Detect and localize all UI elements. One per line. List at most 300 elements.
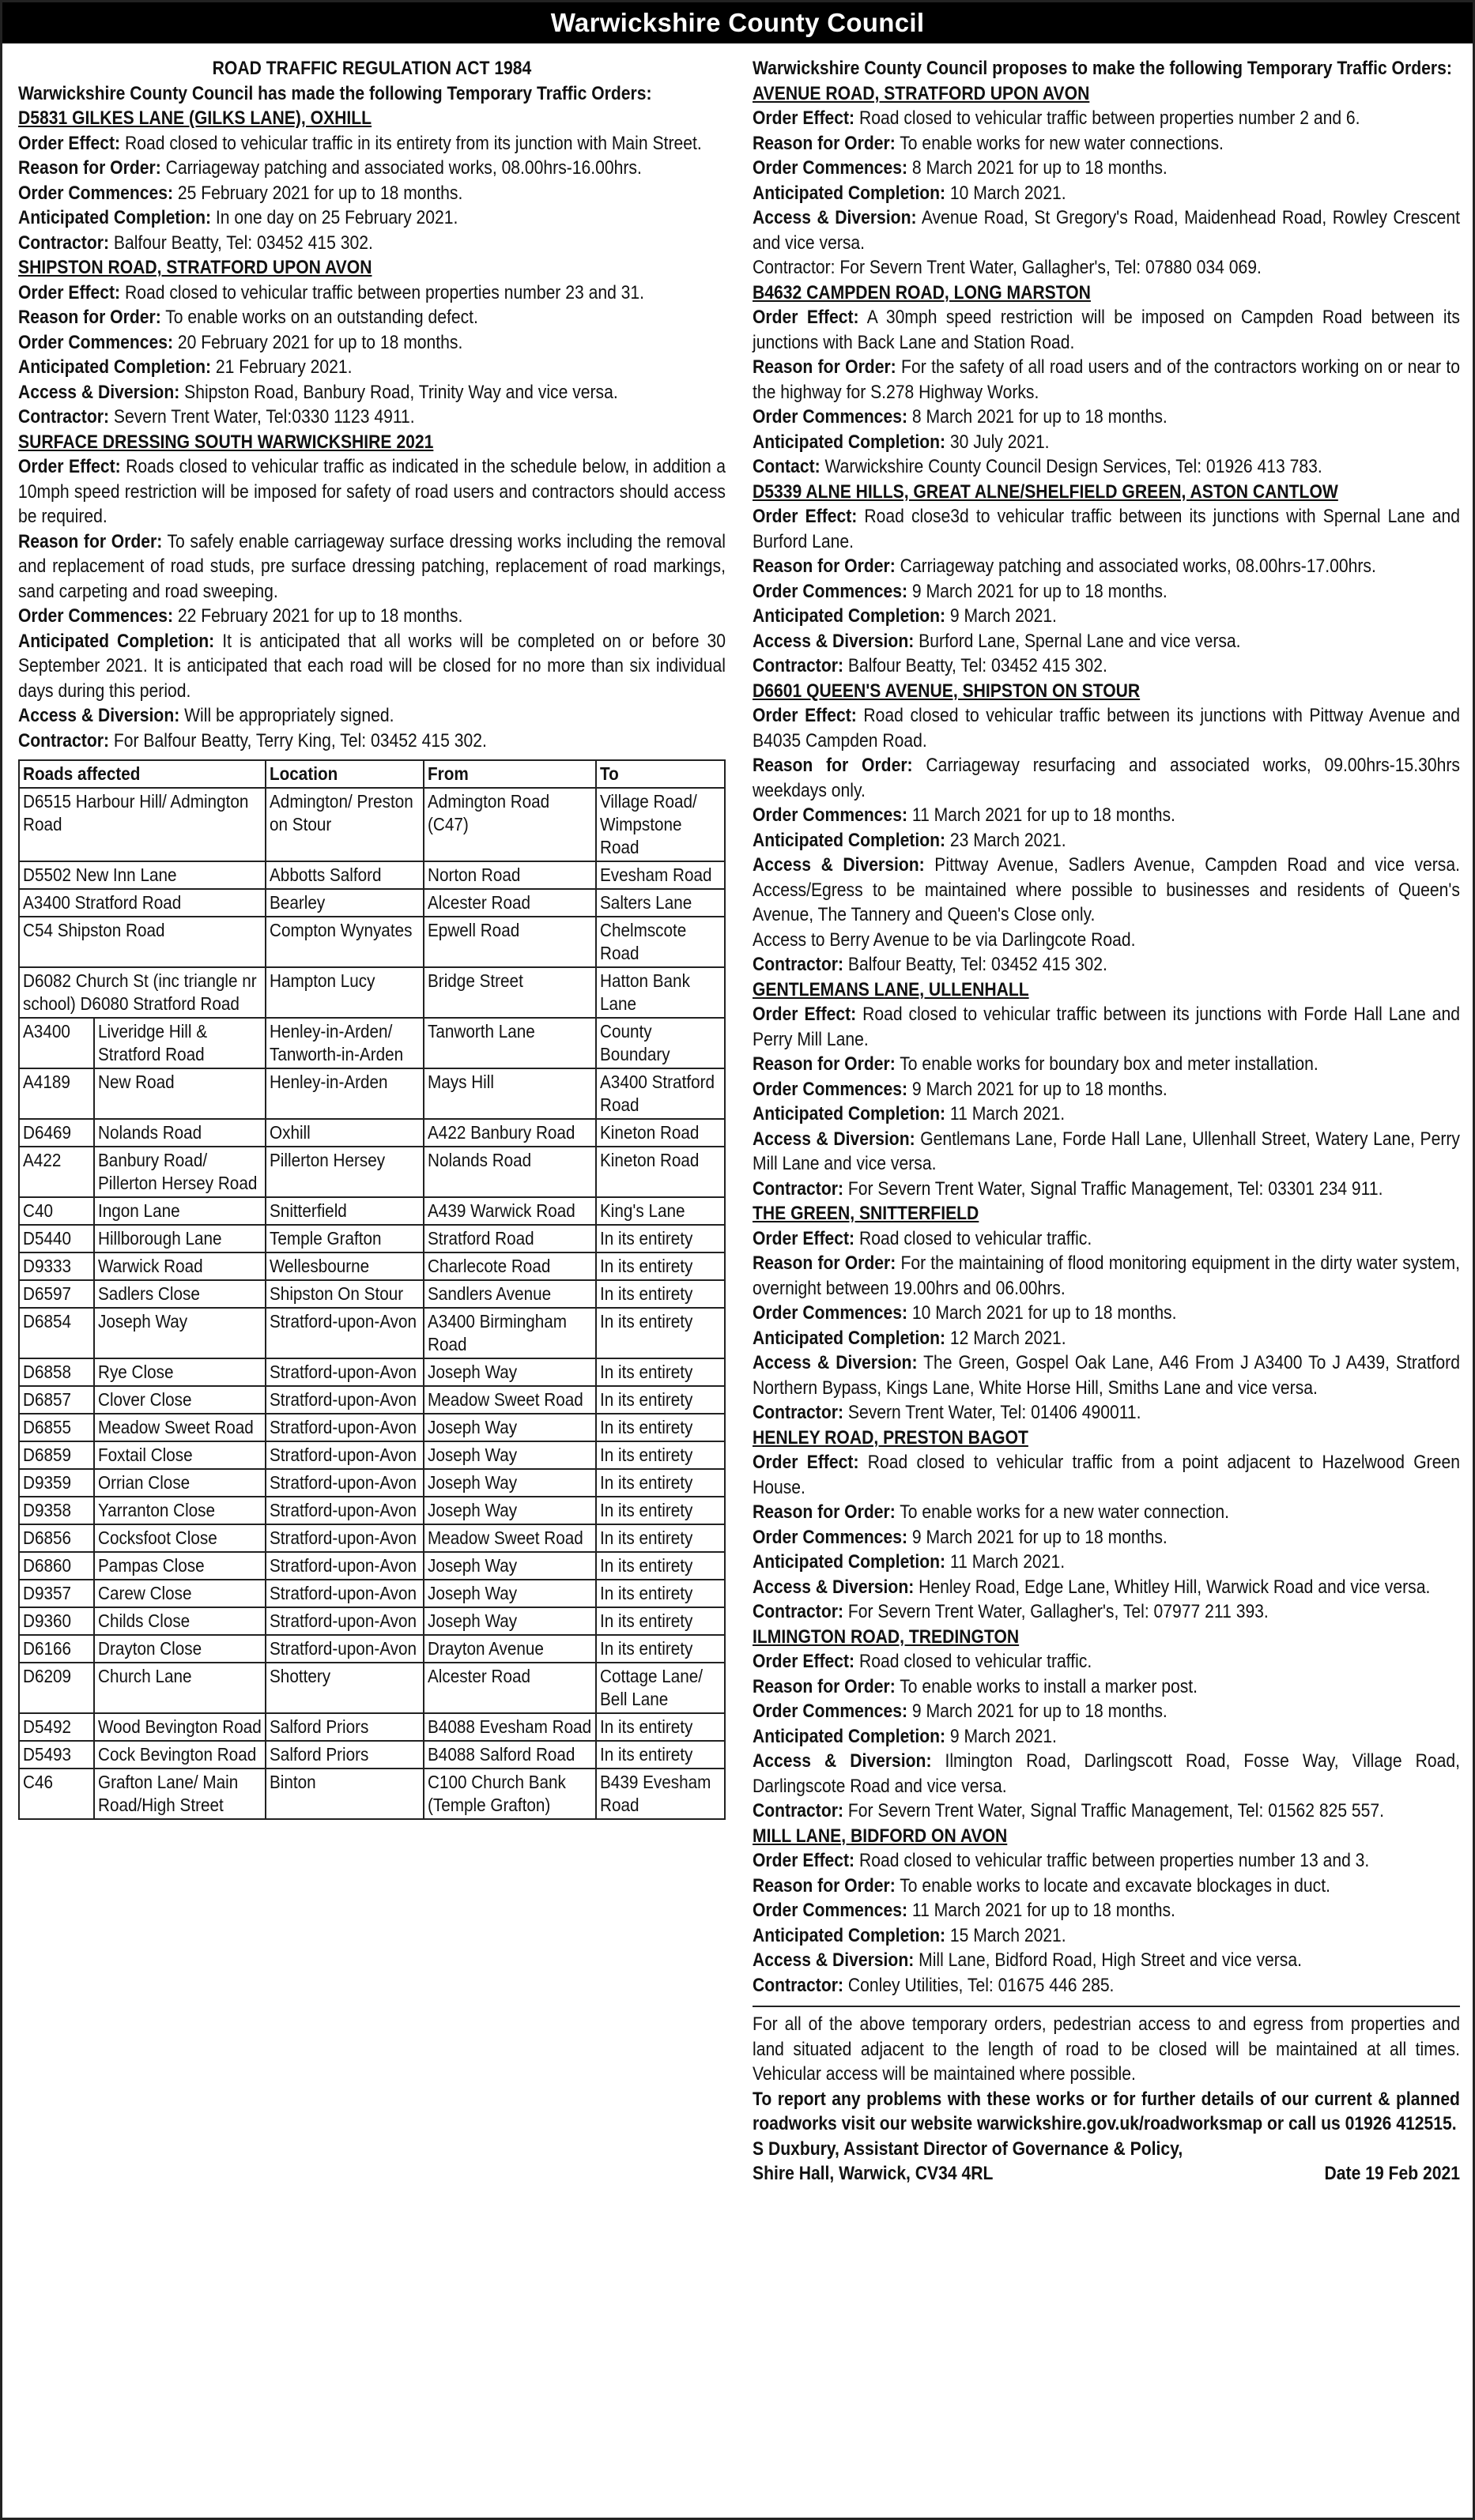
field-text: 23 March 2021. bbox=[945, 829, 1066, 851]
table-row bbox=[19, 1663, 725, 1713]
field-label: Anticipated Completion: bbox=[753, 1327, 946, 1349]
field-text: 11 March 2021 for up to 18 months. bbox=[907, 1900, 1175, 1921]
location-cell: Stratford-upon-Avon bbox=[266, 1552, 424, 1580]
field-text: 10 March 2021 for up to 18 months. bbox=[907, 1302, 1177, 1324]
field-text: Road close3d to vehicular traffic between its junctions with Spernal Lane and Burford Lane. bbox=[753, 506, 1460, 552]
right-column bbox=[753, 56, 1460, 2187]
left-sections bbox=[18, 106, 726, 753]
left-intro: Warwickshire County Council has made the following Temporary Traffic Orders: bbox=[18, 82, 652, 104]
field-label: Contractor: bbox=[753, 1601, 843, 1622]
location-cell: Stratford-upon-Avon bbox=[266, 1358, 424, 1386]
notice-heading: D6601 QUEEN'S AVENUE, SHIPSTON ON STOUR bbox=[753, 680, 1141, 702]
field-text: In one day on 25 February 2021. bbox=[211, 207, 458, 228]
notice-field bbox=[753, 629, 1460, 654]
notice-field bbox=[18, 604, 726, 629]
road-name-cell: Rye Close bbox=[94, 1358, 266, 1386]
field-text: 11 March 2021. bbox=[945, 1103, 1066, 1124]
road-name-cell: Nolands Road bbox=[94, 1119, 266, 1147]
field-text: Roads closed to vehicular traffic as indicated in the schedule below, in addition a 10mph speed restriction will be imposed for safety of road users and contractors should access be required. bbox=[18, 456, 726, 527]
field-label: Reason for Order: bbox=[18, 307, 161, 328]
access-note: For all of the above temporary orders, pedestrian access to and egress from properties and land situated adjacent to the length of road to be closed will be maintained at all times. Vehicular access will be maintained where possible. bbox=[753, 2013, 1460, 2085]
from-cell: A439 Warwick Road bbox=[424, 1197, 596, 1225]
notice-heading: ILMINGTON ROAD, TREDINGTON bbox=[753, 1625, 1020, 1648]
field-text: 8 March 2021 for up to 18 months. bbox=[907, 406, 1168, 428]
table-row bbox=[19, 1524, 725, 1552]
notice-field bbox=[18, 181, 726, 206]
table-row bbox=[19, 1018, 725, 1068]
location-cell: Temple Grafton bbox=[266, 1225, 424, 1252]
field-label: Anticipated Completion: bbox=[753, 431, 946, 453]
table-row bbox=[19, 1386, 725, 1414]
field-text: Pittway Avenue, Sadlers Avenue, Campden Road and vice versa. Access/Egress to be maintained where possible to businesses and residents of Queen's Avenue, The Tannery and Queen's Close only. bbox=[753, 854, 1460, 925]
road-code-cell: D9333 bbox=[19, 1252, 94, 1280]
notice-field bbox=[18, 380, 726, 405]
road-code-cell: D6857 bbox=[19, 1386, 94, 1414]
from-cell: Sandlers Avenue bbox=[424, 1280, 596, 1308]
field-text: Carriageway patching and associated works, 08.00hrs-17.00hrs. bbox=[895, 556, 1376, 577]
field-label: Reason for Order: bbox=[753, 1874, 896, 1897]
field-label: Anticipated Completion: bbox=[753, 1725, 946, 1747]
table-row bbox=[19, 1741, 725, 1769]
field-text: Burford Lane, Spernal Lane and vice versa. bbox=[914, 630, 1241, 652]
notice-heading: AVENUE ROAD, STRATFORD UPON AVON bbox=[753, 82, 1090, 104]
road-name-cell: Grafton Lane/ Main Road/High Street bbox=[94, 1769, 266, 1819]
to-cell: In its entirety bbox=[596, 1524, 725, 1552]
to-cell: In its entirety bbox=[596, 1252, 725, 1280]
notice-field bbox=[753, 1525, 1460, 1550]
notice-field bbox=[18, 629, 726, 704]
notice-field bbox=[753, 1226, 1460, 1252]
header-from: From bbox=[424, 760, 596, 788]
to-cell: In its entirety bbox=[596, 1386, 725, 1414]
roads-table-body bbox=[19, 788, 725, 1819]
road-code-cell: D6858 bbox=[19, 1358, 94, 1386]
field-label: Reason for Order: bbox=[753, 755, 913, 776]
road-name-cell: Banbury Road/ Pillerton Hersey Road bbox=[94, 1147, 266, 1197]
right-intro: Warwickshire County Council proposes to make the following Temporary Traffic Orders: bbox=[753, 58, 1452, 79]
notice-field bbox=[753, 1251, 1460, 1301]
field-label: Contractor: bbox=[753, 1177, 843, 1200]
location-cell: Stratford-upon-Avon bbox=[266, 1635, 424, 1663]
field-label: Anticipated Completion: bbox=[18, 356, 212, 378]
field-label: Contractor: bbox=[753, 655, 843, 676]
to-cell: In its entirety bbox=[596, 1441, 725, 1469]
notice-field bbox=[753, 1575, 1460, 1600]
notice-field bbox=[753, 1923, 1460, 1949]
field-text: To enable works on an outstanding defect. bbox=[160, 307, 478, 328]
field-text: 10 March 2021. bbox=[945, 182, 1066, 204]
location-cell: Stratford-upon-Avon bbox=[266, 1580, 424, 1607]
notice-field bbox=[18, 454, 726, 529]
roads-table bbox=[18, 759, 726, 1820]
location-cell: Abbotts Salford bbox=[266, 861, 424, 889]
to-cell: In its entirety bbox=[596, 1280, 725, 1308]
field-label: Order Commences: bbox=[753, 157, 908, 179]
field-text: Severn Trent Water, Tel:0330 1123 4911. bbox=[108, 406, 415, 428]
road-name-cell: Sadlers Close bbox=[94, 1280, 266, 1308]
field-label: Anticipated Completion: bbox=[753, 1103, 946, 1124]
from-cell: B4088 Salford Road bbox=[424, 1741, 596, 1769]
from-cell: B4088 Evesham Road bbox=[424, 1713, 596, 1741]
from-cell: Alcester Road bbox=[424, 889, 596, 917]
from-cell: Norton Road bbox=[424, 861, 596, 889]
location-cell: Stratford-upon-Avon bbox=[266, 1441, 424, 1469]
from-cell: Tanworth Lane bbox=[424, 1018, 596, 1068]
footer-divider bbox=[753, 2006, 1460, 2007]
road-name-cell: C54 Shipston Road bbox=[19, 917, 266, 967]
field-text: 15 March 2021. bbox=[945, 1924, 1066, 1946]
field-label: Access & Diversion: bbox=[753, 1576, 915, 1598]
from-cell: A3400 Birmingham Road bbox=[424, 1308, 596, 1358]
notice-field bbox=[753, 1898, 1460, 1923]
location-cell: Stratford-upon-Avon bbox=[266, 1497, 424, 1524]
notice-heading: GENTLEMANS LANE, ULLENHALL bbox=[753, 978, 1029, 1000]
road-code-cell: C40 bbox=[19, 1197, 94, 1225]
road-code-cell: C46 bbox=[19, 1769, 94, 1819]
notice-field bbox=[18, 529, 726, 605]
field-label: Order Commences: bbox=[753, 804, 908, 826]
to-cell: In its entirety bbox=[596, 1741, 725, 1769]
from-cell: Joseph Way bbox=[424, 1580, 596, 1607]
table-row bbox=[19, 1308, 725, 1358]
field-label: Order Commences: bbox=[753, 406, 908, 428]
to-cell: County Boundary bbox=[596, 1018, 725, 1068]
road-name-cell: Liveridge Hill & Stratford Road bbox=[94, 1018, 266, 1068]
field-label: Access & Diversion: bbox=[753, 1750, 932, 1772]
road-code-cell: D5493 bbox=[19, 1741, 94, 1769]
from-cell: Stratford Road bbox=[424, 1225, 596, 1252]
left-column bbox=[18, 56, 726, 2187]
field-label: Order Commences: bbox=[753, 1701, 908, 1722]
field-text: Access to Berry Avenue to be via Darlingcote Road. bbox=[753, 929, 1136, 951]
notice-field bbox=[753, 181, 1460, 206]
field-label: Anticipated Completion: bbox=[753, 182, 946, 204]
road-name-cell: D5502 New Inn Lane bbox=[19, 861, 266, 889]
notice-field bbox=[753, 1400, 1460, 1426]
field-label: Contractor: bbox=[18, 729, 109, 751]
field-text: Contractor: For Severn Trent Water, Gallagher's, Tel: 07880 034 069. bbox=[753, 257, 1262, 278]
notice-field bbox=[753, 1177, 1460, 1202]
field-label: Access & Diversion: bbox=[753, 1128, 915, 1150]
field-label: Order Effect: bbox=[18, 281, 121, 303]
right-sections bbox=[753, 81, 1460, 1998]
table-row bbox=[19, 1252, 725, 1280]
field-label: Order Commences: bbox=[18, 331, 174, 353]
field-label: Order Effect: bbox=[753, 1651, 855, 1672]
notice-field bbox=[753, 604, 1460, 629]
notice-heading: MILL LANE, BIDFORD ON AVON bbox=[753, 1825, 1008, 1847]
field-text: 9 March 2021 for up to 18 months. bbox=[907, 1078, 1168, 1100]
from-cell: Meadow Sweet Road bbox=[424, 1386, 596, 1414]
table-row bbox=[19, 1225, 725, 1252]
notice-heading: HENLEY ROAD, PRESTON BAGOT bbox=[753, 1426, 1028, 1448]
notice-field bbox=[18, 205, 726, 231]
field-label: Contractor: bbox=[753, 954, 843, 975]
to-cell: In its entirety bbox=[596, 1607, 725, 1635]
location-cell: Stratford-upon-Avon bbox=[266, 1386, 424, 1414]
notice-heading: THE GREEN, SNITTERFIELD bbox=[753, 1203, 979, 1224]
to-cell: In its entirety bbox=[596, 1225, 725, 1252]
notice-date: Date 19 Feb 2021 bbox=[1324, 2163, 1460, 2184]
field-text: Road closed to vehicular traffic between its junctions with Forde Hall Lane and Perry Mill Lane. bbox=[753, 1004, 1460, 1050]
field-text: 11 March 2021. bbox=[945, 1551, 1066, 1573]
field-label: Reason for Order: bbox=[753, 1053, 896, 1075]
field-text: For Balfour Beatty, Terry King, Tel: 03452 415 302. bbox=[108, 729, 487, 751]
address-row bbox=[753, 2161, 1460, 2187]
road-code-cell: D6209 bbox=[19, 1663, 94, 1713]
field-label: Access & Diversion: bbox=[753, 207, 917, 228]
notice-field bbox=[753, 1874, 1460, 1899]
table-row bbox=[19, 1414, 725, 1441]
field-label: Contractor: bbox=[18, 406, 109, 428]
table-header-row bbox=[19, 760, 725, 788]
notice-field bbox=[753, 1699, 1460, 1724]
notice-field bbox=[753, 405, 1460, 430]
notice-heading: D5831 GILKES LANE (GILKS LANE), OXHILL bbox=[18, 107, 372, 129]
field-text: 8 March 2021 for up to 18 months. bbox=[907, 157, 1168, 179]
from-cell: Joseph Way bbox=[424, 1607, 596, 1635]
notice-field bbox=[18, 281, 726, 306]
road-code-cell: A422 bbox=[19, 1147, 94, 1197]
from-cell: Alcester Road bbox=[424, 1663, 596, 1713]
notice-heading: SHIPSTON ROAD, STRATFORD UPON AVON bbox=[18, 257, 372, 278]
to-cell: In its entirety bbox=[596, 1414, 725, 1441]
notice-field bbox=[753, 106, 1460, 131]
field-label: Reason for Order: bbox=[753, 1675, 896, 1697]
road-name-cell: Cocksfoot Close bbox=[94, 1524, 266, 1552]
field-label: Order Effect: bbox=[753, 1227, 855, 1249]
road-name-cell: Wood Bevington Road bbox=[94, 1713, 266, 1741]
notice-field bbox=[753, 753, 1460, 803]
notice-field bbox=[753, 952, 1460, 977]
from-cell: A422 Banbury Road bbox=[424, 1119, 596, 1147]
notice-field bbox=[18, 729, 726, 754]
field-text: 12 March 2021. bbox=[945, 1327, 1066, 1349]
road-code-cell: D5492 bbox=[19, 1713, 94, 1741]
notice-field bbox=[753, 853, 1460, 928]
field-label: Contractor: bbox=[753, 1402, 843, 1423]
road-code-cell: A4189 bbox=[19, 1068, 94, 1119]
road-name-cell: Pampas Close bbox=[94, 1552, 266, 1580]
field-text: Carriageway resurfacing and associated works, 09.00hrs-15.30hrs weekdays only. bbox=[753, 755, 1460, 801]
notice-heading: SURFACE DRESSING SOUTH WARWICKSHIRE 2021 bbox=[18, 431, 434, 453]
header-roads-affected: Roads affected bbox=[19, 760, 266, 788]
field-text: Henley Road, Edge Lane, Whitley Hill, Warwick Road and vice versa. bbox=[914, 1576, 1431, 1598]
from-cell: Meadow Sweet Road bbox=[424, 1524, 596, 1552]
notice-field bbox=[18, 156, 726, 181]
field-label: Access & Diversion: bbox=[18, 381, 180, 403]
left-text bbox=[18, 56, 726, 753]
road-code-cell: D6854 bbox=[19, 1308, 94, 1358]
field-label: Order Effect: bbox=[18, 132, 121, 154]
columns bbox=[2, 43, 1473, 2187]
notice-heading: D5339 ALNE HILLS, GREAT ALNE/SHELFIELD GREEN, ASTON CANTLOW bbox=[753, 480, 1338, 503]
field-label: Anticipated Completion: bbox=[753, 829, 946, 851]
notice-field bbox=[753, 803, 1460, 828]
field-text: Balfour Beatty, Tel: 03452 415 302. bbox=[108, 232, 373, 254]
notice-field bbox=[753, 703, 1460, 753]
road-code-cell: D6166 bbox=[19, 1635, 94, 1663]
table-row bbox=[19, 1552, 725, 1580]
table-row bbox=[19, 1497, 725, 1524]
road-code-cell: D6597 bbox=[19, 1280, 94, 1308]
road-name-cell: Cock Bevington Road bbox=[94, 1741, 266, 1769]
field-text: Warwickshire County Council Design Services, Tel: 01926 413 783. bbox=[820, 456, 1322, 477]
location-cell: Henley-in-Arden/ Tanworth-in-Arden bbox=[266, 1018, 424, 1068]
from-cell: Joseph Way bbox=[424, 1497, 596, 1524]
road-name-cell: D6082 Church St (inc triangle nr school) D6080 Stratford Road bbox=[19, 967, 266, 1018]
from-cell: Joseph Way bbox=[424, 1469, 596, 1497]
to-cell: King's Lane bbox=[596, 1197, 725, 1225]
notice-field bbox=[753, 156, 1460, 181]
road-code-cell: D5440 bbox=[19, 1225, 94, 1252]
field-label: Anticipated Completion: bbox=[18, 207, 212, 228]
field-label: Order Commences: bbox=[18, 182, 174, 204]
field-label: Order Commences: bbox=[753, 1900, 908, 1921]
road-name-cell: Church Lane bbox=[94, 1663, 266, 1713]
road-name-cell: Clover Close bbox=[94, 1386, 266, 1414]
to-cell: In its entirety bbox=[596, 1580, 725, 1607]
notice-field bbox=[18, 703, 726, 729]
field-text: Road closed to vehicular traffic in its entirety from its junction with Main Street. bbox=[120, 132, 702, 154]
notice-field bbox=[18, 305, 726, 330]
road-code-cell: D9360 bbox=[19, 1607, 94, 1635]
act-title: ROAD TRAFFIC REGULATION ACT 1984 bbox=[212, 58, 532, 79]
notice-field bbox=[753, 255, 1460, 281]
field-text: Road closed to vehicular traffic. bbox=[854, 1227, 1092, 1249]
field-text: Road closed to vehicular traffic. bbox=[854, 1651, 1092, 1672]
from-cell: Drayton Avenue bbox=[424, 1635, 596, 1663]
from-cell: Nolands Road bbox=[424, 1147, 596, 1197]
field-text: Road closed to vehicular traffic between its junctions with Pittway Avenue and B4035 Campden Road. bbox=[753, 705, 1460, 751]
field-text: 21 February 2021. bbox=[211, 356, 353, 378]
field-text: 9 March 2021. bbox=[945, 605, 1057, 627]
notice-field bbox=[753, 1102, 1460, 1127]
header-location: Location bbox=[266, 760, 424, 788]
address: Shire Hall, Warwick, CV34 4RL bbox=[753, 2163, 994, 2184]
notice-field bbox=[753, 1077, 1460, 1102]
road-name-cell: Ingon Lane bbox=[94, 1197, 266, 1225]
table-row bbox=[19, 861, 725, 889]
from-cell: Mays Hill bbox=[424, 1068, 596, 1119]
right-text bbox=[753, 56, 1460, 2187]
field-label: Order Effect: bbox=[753, 307, 859, 328]
field-label: Order Effect: bbox=[18, 456, 121, 477]
road-code-cell: A3400 bbox=[19, 1018, 94, 1068]
field-label: Reason for Order: bbox=[753, 132, 896, 154]
from-cell: Admington Road (C47) bbox=[424, 788, 596, 861]
field-text: Conley Utilities, Tel: 01675 446 285. bbox=[843, 1974, 1115, 1996]
table-row bbox=[19, 1280, 725, 1308]
road-name-cell: Hillborough Lane bbox=[94, 1225, 266, 1252]
field-text: Balfour Beatty, Tel: 03452 415 302. bbox=[843, 655, 1107, 676]
field-text: To enable works to locate and excavate blockages in duct. bbox=[895, 1874, 1330, 1897]
field-label: Order Effect: bbox=[753, 1850, 855, 1871]
field-text: 30 July 2021. bbox=[945, 431, 1050, 453]
field-label: Order Effect: bbox=[753, 1004, 857, 1025]
table-row bbox=[19, 1580, 725, 1607]
field-label: Reason for Order: bbox=[753, 356, 896, 378]
to-cell: Kineton Road bbox=[596, 1119, 725, 1147]
field-text: Road closed to vehicular traffic between properties number 23 and 31. bbox=[120, 281, 645, 303]
field-text: To enable works for new water connections. bbox=[895, 132, 1224, 154]
notice-field bbox=[753, 1724, 1460, 1750]
field-text: 9 March 2021. bbox=[945, 1725, 1057, 1747]
field-text: To enable works to install a marker post. bbox=[895, 1675, 1198, 1697]
field-text: Avenue Road, St Gregory's Road, Maidenhead Road, Rowley Crescent and vice versa. bbox=[753, 207, 1460, 254]
council-banner: Warwickshire County Council bbox=[2, 2, 1473, 43]
table-row bbox=[19, 889, 725, 917]
notice-field bbox=[753, 1550, 1460, 1575]
road-name-cell: Carew Close bbox=[94, 1580, 266, 1607]
notice-field bbox=[753, 454, 1460, 480]
notice-field bbox=[753, 131, 1460, 156]
table-row bbox=[19, 1769, 725, 1819]
field-label: Anticipated Completion: bbox=[753, 1551, 946, 1573]
field-text: Road closed to vehicular traffic from a point adjacent to Hazelwood Green House. bbox=[753, 1452, 1460, 1498]
field-text: 9 March 2021 for up to 18 months. bbox=[907, 580, 1168, 602]
table-row bbox=[19, 1197, 725, 1225]
signatory: S Duxbury, Assistant Director of Governance & Policy, bbox=[753, 2138, 1183, 2160]
field-label: Access & Diversion: bbox=[18, 705, 180, 726]
field-text: For the maintaining of flood monitoring equipment in the dirty water system, overnight between 19.00hrs and 06.00hrs. bbox=[753, 1252, 1460, 1299]
field-text: For Severn Trent Water, Signal Traffic Management, Tel: 03301 234 911. bbox=[843, 1177, 1383, 1200]
field-text: 9 March 2021 for up to 18 months. bbox=[907, 1701, 1168, 1722]
to-cell: In its entirety bbox=[596, 1713, 725, 1741]
to-cell: In its entirety bbox=[596, 1308, 725, 1358]
table-row bbox=[19, 1068, 725, 1119]
road-name-cell: Meadow Sweet Road bbox=[94, 1414, 266, 1441]
to-cell: In its entirety bbox=[596, 1497, 725, 1524]
table-row bbox=[19, 1147, 725, 1197]
notice-field bbox=[753, 1649, 1460, 1674]
to-cell: Chelmscote Road bbox=[596, 917, 725, 967]
location-cell: Pillerton Hersey bbox=[266, 1147, 424, 1197]
field-label: Reason for Order: bbox=[18, 157, 161, 179]
to-cell: Hatton Bank Lane bbox=[596, 967, 725, 1018]
table-row bbox=[19, 1119, 725, 1147]
to-cell: A3400 Stratford Road bbox=[596, 1068, 725, 1119]
field-label: Contact: bbox=[753, 456, 820, 477]
to-cell: In its entirety bbox=[596, 1635, 725, 1663]
table-row bbox=[19, 1635, 725, 1663]
field-label: Order Effect: bbox=[753, 1452, 859, 1473]
field-text: Carriageway patching and associated works, 08.00hrs-16.00hrs. bbox=[160, 157, 642, 179]
field-text: To safely enable carriageway surface dressing works including the removal and replacement of road studs, pre surface dressing patching, replacement of road markings, sand carpeting and road sweeping. bbox=[18, 530, 726, 602]
location-cell: Henley-in-Arden bbox=[266, 1068, 424, 1119]
notice-field bbox=[753, 1450, 1460, 1500]
notice-field bbox=[18, 330, 726, 356]
notice-field bbox=[753, 828, 1460, 853]
notice-field bbox=[753, 305, 1460, 355]
field-label: Access & Diversion: bbox=[753, 1352, 918, 1373]
to-cell: Kineton Road bbox=[596, 1147, 725, 1197]
location-cell: Stratford-upon-Avon bbox=[266, 1524, 424, 1552]
field-text: 25 February 2021 for up to 18 months. bbox=[173, 182, 463, 204]
from-cell: Joseph Way bbox=[424, 1441, 596, 1469]
field-text: Road closed to vehicular traffic between properties number 2 and 6. bbox=[854, 107, 1360, 129]
notice-field bbox=[753, 1127, 1460, 1177]
location-cell: Snitterfield bbox=[266, 1197, 424, 1225]
table-row bbox=[19, 917, 725, 967]
notice-field bbox=[753, 1848, 1460, 1874]
field-label: Order Commences: bbox=[753, 580, 908, 602]
notice-heading: B4632 CAMPDEN ROAD, LONG MARSTON bbox=[753, 281, 1091, 303]
field-label: Order Effect: bbox=[753, 107, 855, 129]
road-name-cell: D6515 Harbour Hill/ Admington Road bbox=[19, 788, 266, 861]
field-label: Reason for Order: bbox=[18, 530, 163, 552]
location-cell: Hampton Lucy bbox=[266, 967, 424, 1018]
